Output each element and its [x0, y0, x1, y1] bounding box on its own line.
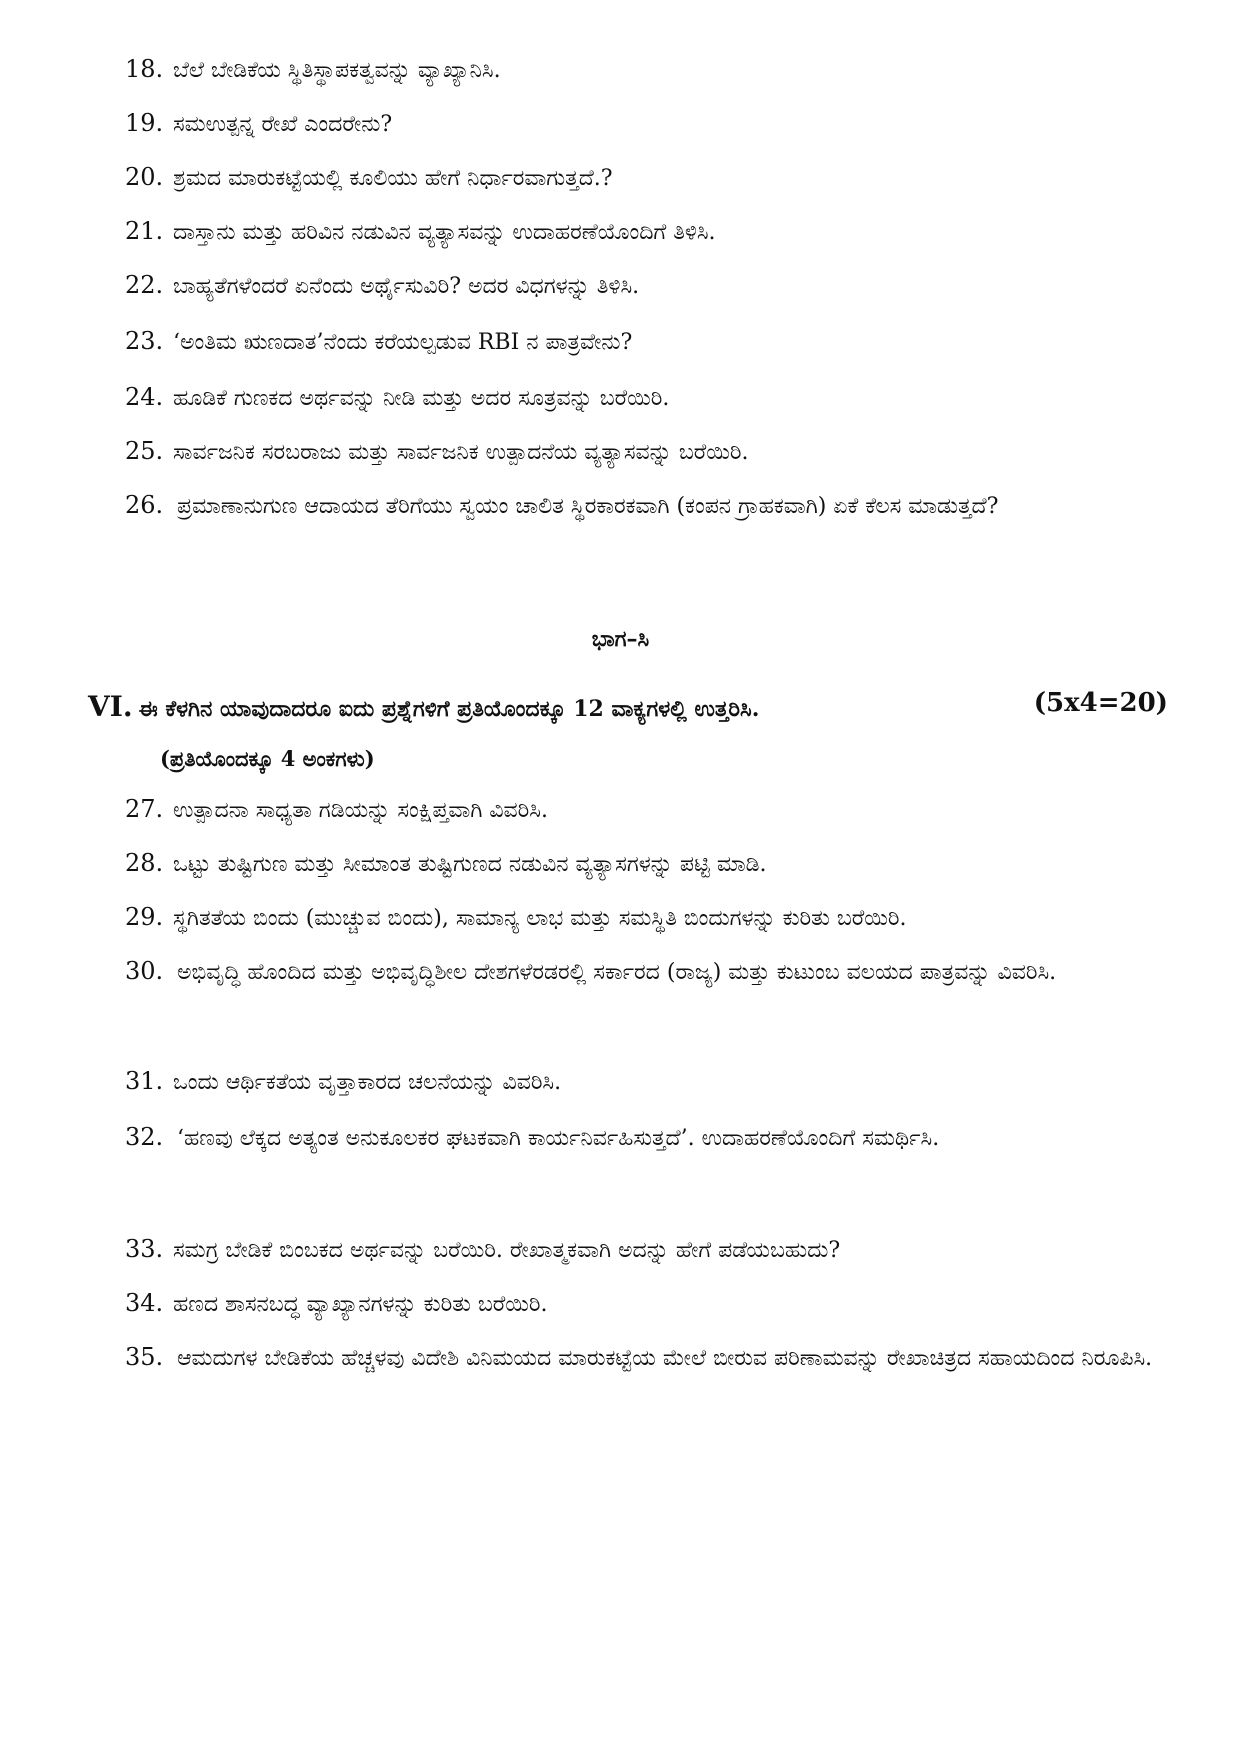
- question-text: ದಾಸ್ತಾನು ಮತ್ತು ಹರಿವಿನ ನಡುವಿನ ವ್ಯತ್ಯಾಸವನ್ನು ಉದಾಹರಣೆಯೊಂದಿಗೆ ತಿಳಿಸಿ.: [173, 220, 716, 245]
- question-text: ಪ್ರಮಾಣಾನುಗುಣ ಆದಾಯದ ತೆರಿಗೆಯು ಸ್ವಯಂ ಚಾಲಿತ ಸ್ಥಿರಕಾರಕವಾಗಿ (ಕಂಪನ ಗ್ರಾಹಕವಾಗಿ) ಏಕೆ ಕೆಲಸ ಮಾಡುತ್ತದೆ?: [177, 494, 999, 519]
- instruction-text: ಈ ಕೆಳಗಿನ ಯಾವುದಾದರೂ ಐದು ಪ್ರಶ್ನೆಗಳಿಗೆ ಪ್ರತಿಯೊಂದಕ್ಕೂ 12 ವಾಕ್ಯಗಳಲ್ಲಿ ಉತ್ತರಿಸಿ.: [138, 696, 760, 722]
- question-text: ಬೆಲೆ ಬೇಡಿಕೆಯ ಸ್ಥಿತಿಸ್ಥಾಪಕತ್ವವನ್ನು ವ್ಯಾಖ್ಯಾನಿಸಿ.: [173, 58, 501, 83]
- question-28: [125, 836, 1175, 892]
- question-number: 18.: [125, 55, 164, 83]
- question-text: ಆಮದುಗಳ ಬೇಡಿಕೆಯ ಹೆಚ್ಚಳವು ವಿದೇಶಿ ವಿನಿಮಯದ ಮಾರುಕಟ್ಟೆಯ ಮೇಲೆ ಬೀರುವ ಪರಿಣಾಮವನ್ನು ರೇಖಾಚಿತ್ರದ ಸಹಾಯದಿಂದ ನಿರೂಪಿಸಿ.: [177, 1346, 1153, 1371]
- question-text: ಒಂದು ಆರ್ಥಿಕತೆಯ ವೃತ್ತಾಕಾರದ ಚಲನೆಯನ್ನು ವಿವರಿಸಿ.: [173, 1070, 562, 1095]
- question-number: 23.: [125, 327, 164, 355]
- question-number: 25.: [125, 437, 164, 465]
- question-33: [125, 1222, 1175, 1278]
- question-30: [125, 944, 1175, 1000]
- section-title: ಭಾಗ–ಸಿ: [591, 626, 650, 652]
- question-21: [125, 204, 1175, 260]
- question-19: [125, 96, 1175, 152]
- question-18: [125, 42, 1175, 98]
- question-number: 29.: [125, 903, 164, 931]
- question-text: ಸಾರ್ವಜನಿಕ ಸರಬರಾಜು ಮತ್ತು ಸಾರ್ವಜನಿಕ ಉತ್ಪಾದನೆಯ ವ್ಯತ್ಯಾಸವನ್ನು ಬರೆಯಿರಿ.: [173, 440, 749, 465]
- question-number: 21.: [125, 217, 164, 245]
- question-23: [125, 314, 1175, 370]
- question-32: [125, 1110, 1175, 1166]
- question-27: [125, 782, 1175, 838]
- question-number: 20.: [125, 163, 164, 191]
- question-34: [125, 1276, 1175, 1332]
- question-number: 31.: [125, 1067, 164, 1095]
- question-22: [125, 258, 1175, 314]
- question-text: ಅಭಿವೃದ್ಧಿ ಹೊಂದಿದ ಮತ್ತು ಅಭಿವೃದ್ಧಿಶೀಲ ದೇಶಗಳೆರಡರಲ್ಲಿ ಸರ್ಕಾರದ (ರಾಜ್ಯ) ಮತ್ತು ಕುಟುಂಬ ವಲಯದ ಪಾತ್ರವನ್ನು ವಿವರಿಸಿ.: [177, 960, 1057, 985]
- question-35: [125, 1330, 1175, 1386]
- question-29: [125, 890, 1175, 946]
- question-number: 33.: [125, 1235, 164, 1263]
- question-text: ಹಣದ ಶಾಸನಬದ್ಧ ವ್ಯಾಖ್ಯಾನಗಳನ್ನು ಕುರಿತು ಬರೆಯಿರಿ.: [173, 1292, 548, 1317]
- question-number: 30.: [125, 957, 164, 985]
- question-number: 35.: [125, 1343, 164, 1371]
- question-number: 27.: [125, 795, 164, 823]
- question-20: [125, 150, 1175, 206]
- question-number: 24.: [125, 383, 164, 411]
- section-marks: (5x4=20): [1033, 688, 1168, 718]
- question-number: 28.: [125, 849, 164, 877]
- question-text: ಸಮಉತ್ಪನ್ನ ರೇಖೆ ಎಂದರೇನು?: [173, 112, 393, 137]
- question-text: ಹೂಡಿಕೆ ಗುಣಕದ ಅರ್ಥವನ್ನು ನೀಡಿ ಮತ್ತು ಅದರ ಸೂತ್ರವನ್ನು ಬರೆಯಿರಿ.: [173, 386, 670, 411]
- question-number: 19.: [125, 109, 164, 137]
- question-24: [125, 370, 1175, 426]
- question-number: 32.: [125, 1123, 164, 1151]
- question-text: ಒಟ್ಟು ತುಷ್ಟಿಗುಣ ಮತ್ತು ಸೀಮಾಂತ ತುಷ್ಟಿಗುಣದ ನಡುವಿನ ವ್ಯತ್ಯಾಸಗಳನ್ನು ಪಟ್ಟಿ ಮಾಡಿ.: [173, 852, 767, 877]
- question-number: 22.: [125, 271, 164, 299]
- question-number: 26.: [125, 491, 164, 519]
- section-instruction: [88, 690, 1168, 723]
- question-text: ‘ಅಂತಿಮ ಋಣದಾತ’ನೆಂದು ಕರೆಯಲ್ಪಡುವ RBI ನ ಪಾತ್ರವೇನು?: [173, 330, 633, 355]
- question-number: 34.: [125, 1289, 164, 1317]
- marks-note: (ಪ್ರತಿಯೊಂದಕ್ಕೂ 4 ಅಂಕಗಳು): [160, 746, 375, 771]
- question-26: [125, 478, 1175, 534]
- question-text: ‘ಹಣವು ಲೆಕ್ಕದ ಅತ್ಯಂತ ಅನುಕೂಲಕರ ಘಟಕವಾಗಿ ಕಾರ್ಯನಿರ್ವಹಿಸುತ್ತದೆ’. ಉದಾಹರಣೆಯೊಂದಿಗೆ ಸಮರ್ಥಿಸಿ.: [177, 1126, 940, 1151]
- question-31: [125, 1054, 1175, 1110]
- question-25: [125, 424, 1175, 480]
- question-text: ಉತ್ಪಾದನಾ ಸಾಧ್ಯತಾ ಗಡಿಯನ್ನು ಸಂಕ್ಷಿಪ್ತವಾಗಿ ವಿವರಿಸಿ.: [173, 798, 548, 823]
- question-text: ಸಮಗ್ರ ಬೇಡಿಕೆ ಬಿಂಬಕದ ಅರ್ಥವನ್ನು ಬರೆಯಿರಿ. ರೇಖಾತ್ಮಕವಾಗಿ ಅದನ್ನು ಹೇಗೆ ಪಡೆಯಬಹುದು?: [173, 1238, 841, 1263]
- question-text: ಬಾಹ್ಯತೆಗಳೆಂದರೆ ಏನೆಂದು ಅರ್ಥೈಸುವಿರಿ? ಅದರ ವಿಧಗಳನ್ನು ತಿಳಿಸಿ.: [173, 274, 640, 299]
- question-text: ಸ್ಥಗಿತತೆಯ ಬಿಂದು (ಮುಚ್ಚುವ ಬಿಂದು), ಸಾಮಾನ್ಯ ಲಾಭ ಮತ್ತು ಸಮಸ್ಥಿತಿ ಬಿಂದುಗಳನ್ನು ಕುರಿತು ಬರೆಯಿರಿ.: [173, 906, 907, 931]
- section-roman-numeral: VI.: [88, 690, 133, 723]
- question-text: ಶ್ರಮದ ಮಾರುಕಟ್ಟೆಯಲ್ಲಿ ಕೂಲಿಯು ಹೇಗೆ ನಿರ್ಧಾರವಾಗುತ್ತದೆ.?: [173, 166, 613, 191]
